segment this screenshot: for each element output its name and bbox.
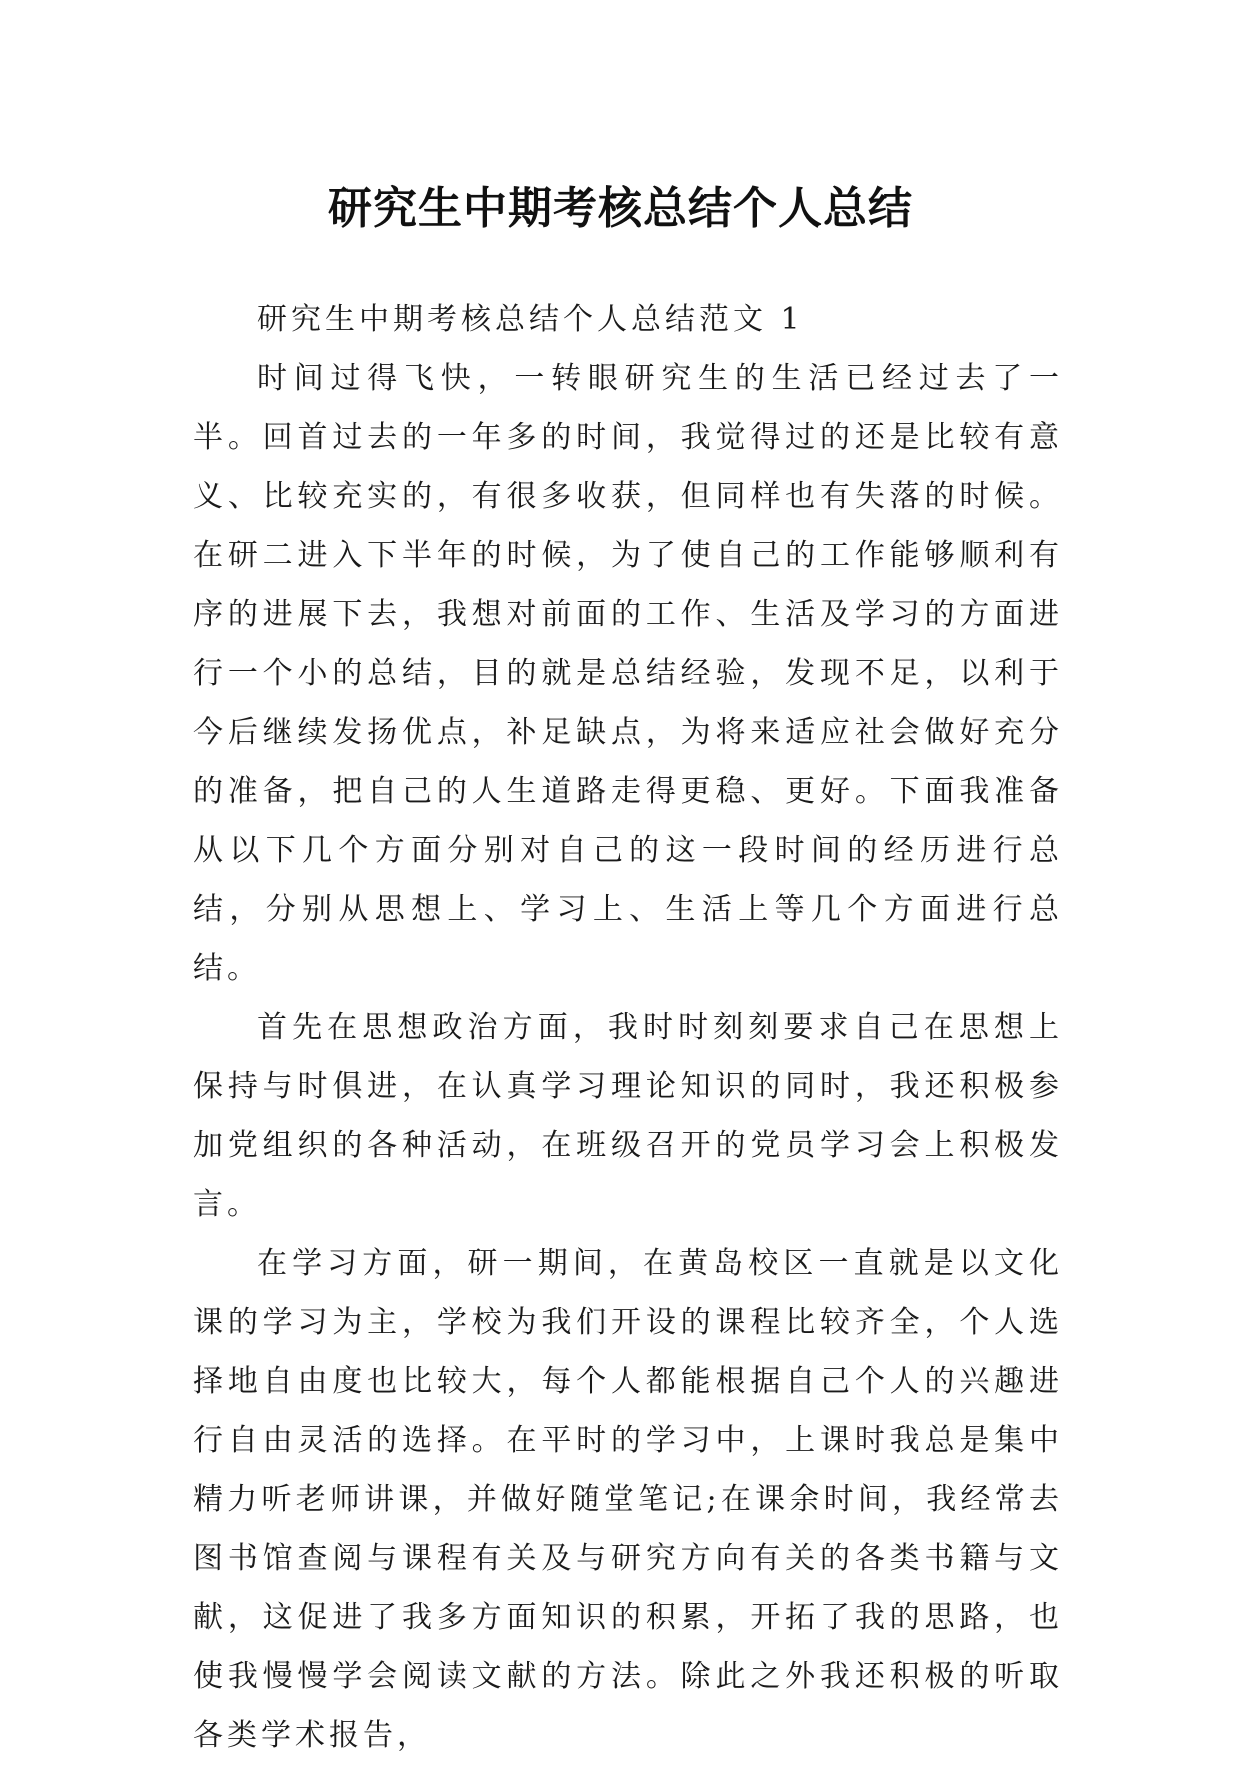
paragraph-political: 首先在思想政治方面，我时时刻刻要求自己在思想上保持与时俱进，在认真学习理论知识的同时，我还积极参加党组织的各种活动，在班级召开的党员学习会上积极发言。 <box>193 1010 1063 1222</box>
paragraph-intro: 时间过得飞快，一转眼研究生的生活已经过去了一半。回首过去的一年多的时间，我觉得过的还是比较有意义、比较充实的，有很多收获，但同样也有失落的时候。在研二进入下半年的时候，为了使自己的工作能够顺利有序的进展下去，我想对前面的工作、生活及学习的方面进行一个小的总结，目的就是总结经验，发现不足，以利于今后继续发扬优点，补足缺点，为将来适应社会做好充分的准备，把自己的人生道路走得更稳、更好。下面我准备从以下几个方面分别对自己的这一段时间的经历进行总结，分别从思想上、学习上、生活上等几个方面进行总结。 <box>193 361 1063 986</box>
section-heading: 研究生中期考核总结个人总结范文 1 <box>257 302 804 337</box>
document-body <box>193 290 1063 1765</box>
page-title: 研究生中期考核总结个人总结 <box>328 183 913 235</box>
paragraph-study: 在学习方面，研一期间，在黄岛校区一直就是以文化课的学习为主，学校为我们开设的课程比较齐全，个人选择地自由度也比较大，每个人都能根据自己个人的兴趣进行自由灵活的选择。在平时的学习中，上课时我总是集中精力听老师讲课，并做好随堂笔记;在课余时间，我经常去图书馆查阅与课程有关及与研究方向有关的各类书籍与文献，这促进了我多方面知识的积累，开拓了我的思路，也使我慢慢学会阅读文献的方法。除此之外我还积极的听取各类学术报告， <box>193 1246 1063 1753</box>
